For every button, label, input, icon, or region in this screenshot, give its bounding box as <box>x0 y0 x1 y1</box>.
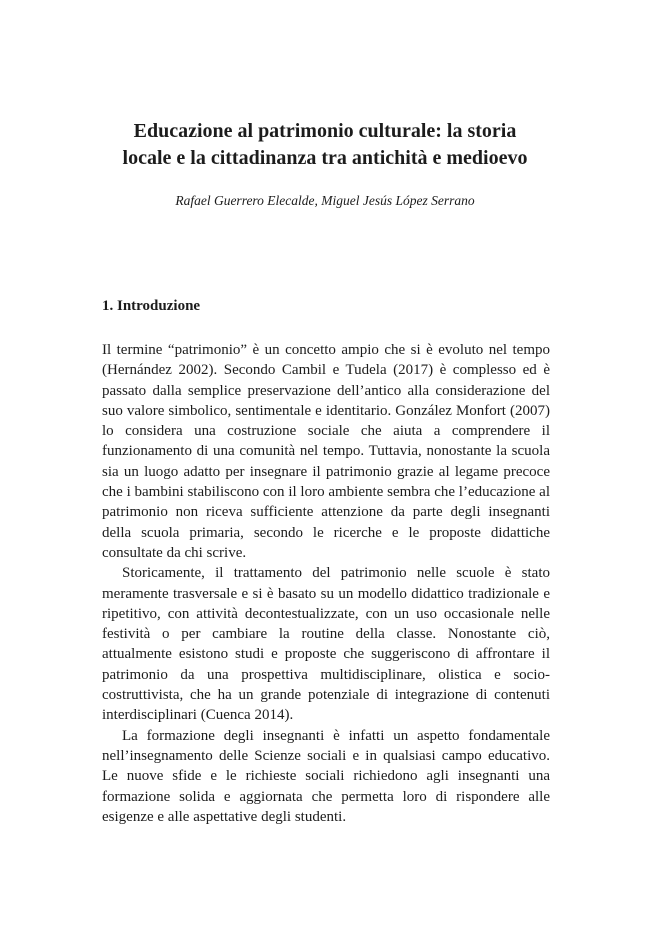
section-heading: 1. Introduzione <box>102 298 201 314</box>
title-line-2: locale e la cittadinanza tra antichità e medioevo <box>122 147 528 169</box>
paragraph: La formazione degli insegnanti è infatti un aspetto fondamentale nell’insegnamento delle Scienze sociali e in qualsiasi campo educativo. Le nuove sfide e le richieste sociali richiedono agli insegnanti una formazione solida e aggiornata che permetta loro di rispondere alle esigenze e alle aspettative degli studenti. <box>102 727 550 825</box>
title-line-1: Educazione al patrimonio culturale: la storia <box>133 120 517 142</box>
paragraph: Storicamente, il trattamento del patrimonio nelle scuole è stato meramente trasversale e si è basato su un modello didattico tradizionale e ripetitivo, con attività decontestualizzate, con un uso occasionale nelle festività o per cambiare la routine della classe. Nonostante ciò, attualmente esistono studi e proposte che suggeriscono di affrontare il patrimonio da una prospettiva multidisciplinare, olistica e socio-costruttivista, che ha un grande potenziale di integrazione di contenuti interdisciplinari (Cuenca 2014). <box>102 565 550 724</box>
authors: Rafael Guerrero Elecalde, Miguel Jesús López Serrano <box>175 193 475 208</box>
body-text <box>102 340 550 827</box>
page-title <box>60 118 590 172</box>
paragraph: Il termine “patrimonio” è un concetto ampio che si è evoluto nel tempo (Hernández 2002). Secondo Cambil e Tudela (2017) è complesso ed è passato dalla semplice preservazione dell’antico alla considerazione del suo valore simbolico, sentimentale e identitario. González Monfort (2007) lo considera una costruzione sociale che aiuta a comprendere il funzionamento di una comunità nel tempo. Tuttavia, nonostante la scuola sia un luogo adatto per insegnare il patrimonio grazie al legame precoce che i bambini stabiliscono con il loro ambiente sembra che l’educazione al patrimonio non riceva sufficiente attenzione da parte degli insegnanti della scuola primaria, secondo le ricerche e le proposte didattiche consultate da chi scrive. <box>102 342 550 561</box>
